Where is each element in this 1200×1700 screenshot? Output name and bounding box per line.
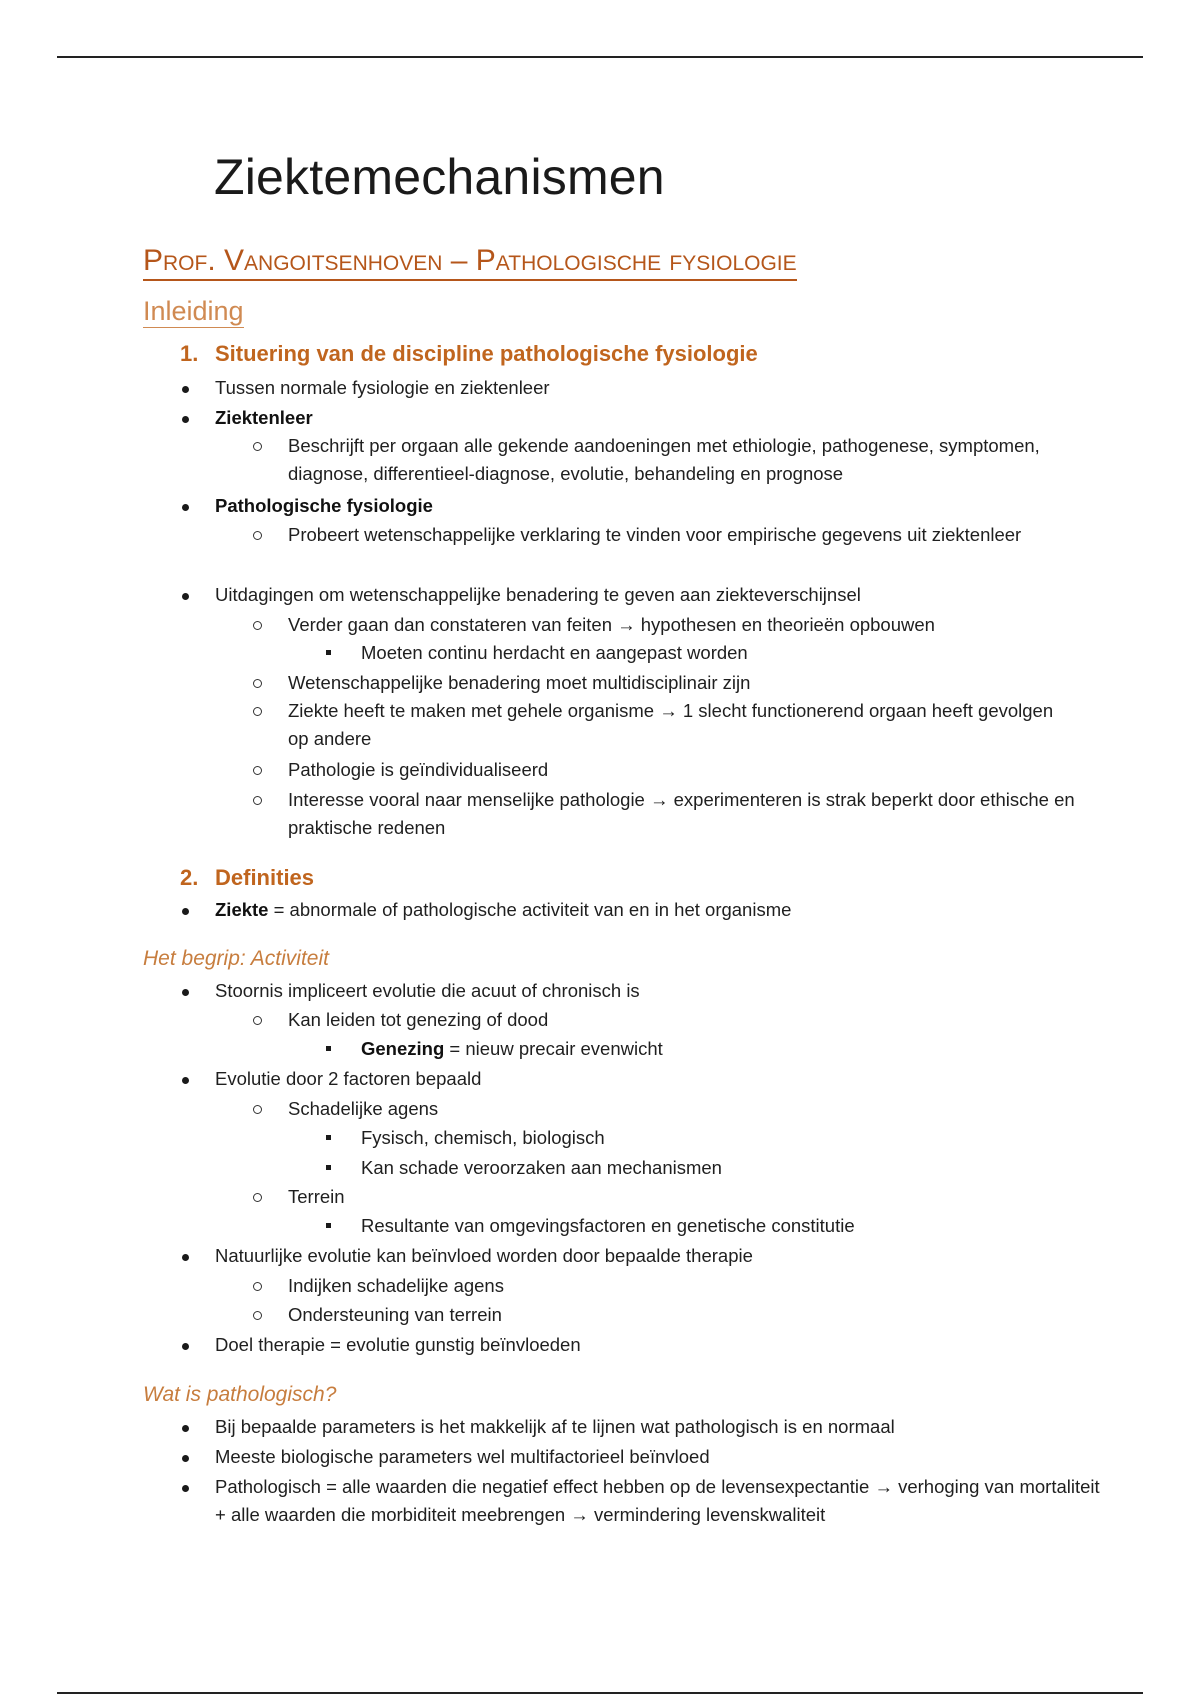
item-text: Meeste biologische parameters wel multifactorieel beïnvloed: [215, 1446, 710, 1467]
list-item: [288, 432, 1078, 488]
course-heading: [143, 244, 797, 281]
item-text: Interesse vooral naar menselijke pathologie → experimenteren is strak beperkt door ethische en praktische redenen: [288, 789, 1075, 838]
circle-bullet-icon: [253, 707, 262, 716]
list-item: [215, 1331, 1115, 1359]
list-item: [215, 404, 1115, 432]
list-item: [288, 756, 1078, 784]
bullet-icon: [182, 1425, 189, 1432]
item-text: Verder gaan dan constateren van feiten → hypothesen en theorieën opbouwen: [288, 614, 935, 635]
item-text: Beschrijft per orgaan alle gekende aandoeningen met ethiologie, pathogenese, symptomen, diagnose, differentieel-diagnose, evolutie, behandeling en prognose: [288, 435, 1040, 484]
bullet-icon: [182, 989, 189, 996]
circle-bullet-icon: [253, 1311, 262, 1320]
item-text: Stoornis impliceert evolutie die acuut of chronisch is: [215, 980, 640, 1001]
bullet-icon: [182, 1485, 189, 1492]
course-heading-cap-p2: – P: [442, 244, 496, 277]
course-heading-rof: rof.: [163, 244, 216, 277]
item-text: Fysisch, chemisch, biologisch: [361, 1127, 605, 1148]
heading-definities: [180, 864, 314, 892]
heading-situering: [180, 340, 758, 368]
item-text: Moeten continu herdacht en aangepast worden: [361, 642, 748, 663]
list-item: [288, 697, 1078, 753]
item-text: Tussen normale fysiologie en ziektenleer: [215, 377, 550, 398]
list-item: [288, 1006, 1078, 1034]
section-heading-inleiding: Inleiding: [143, 296, 244, 326]
item-text: Kan leiden tot genezing of dood: [288, 1009, 549, 1030]
bullet-icon: [182, 1455, 189, 1462]
item-text: Ziekte heeft te maken met gehele organisme → 1 slecht functionerend orgaan heeft gevolgen op andere: [288, 700, 1054, 749]
list-item: [361, 1035, 1081, 1063]
square-bullet-icon: [326, 650, 331, 655]
item-text: Bij bepaalde parameters is het makkelijk af te lijnen wat pathologisch is en normaal: [215, 1416, 895, 1437]
list-item: [288, 786, 1078, 842]
square-bullet-icon: [326, 1165, 331, 1170]
list-item: [215, 977, 1115, 1005]
list-item: [215, 1443, 1115, 1471]
list-item: [288, 1183, 1078, 1211]
course-heading-cap-v: V: [215, 244, 245, 277]
heading-text: Situering van de discipline pathologische fysiologie: [215, 341, 758, 366]
list-item: [288, 1301, 1078, 1329]
list-item: [215, 581, 1115, 609]
circle-bullet-icon: [253, 1105, 262, 1114]
list-item: [361, 1154, 1081, 1182]
list-item: [288, 1095, 1078, 1123]
circle-bullet-icon: [253, 621, 262, 630]
item-bold-text: Genezing: [361, 1038, 445, 1059]
circle-bullet-icon: [253, 1193, 262, 1202]
course-heading-subject: athologische fysiologie: [495, 244, 797, 277]
item-text: Evolutie door 2 factoren bepaald: [215, 1068, 482, 1089]
list-item: [215, 1065, 1115, 1093]
list-item: [288, 521, 1078, 549]
square-bullet-icon: [326, 1223, 331, 1228]
heading-number: 2.: [180, 865, 199, 890]
item-text: Pathologisch = alle waarden die negatief effect hebben op de levensexpectantie → verhoging van mortaliteit + alle waarden die morbiditeit meebrengen → vermindering levenskwaliteit: [215, 1476, 1100, 1525]
list-item: [288, 1272, 1078, 1300]
item-text: Wetenschappelijke benadering moet multidisciplinair zijn: [288, 672, 751, 693]
page-title: Ziektemechanismen: [214, 149, 665, 205]
circle-bullet-icon: [253, 531, 262, 540]
item-text: Kan schade veroorzaken aan mechanismen: [361, 1157, 722, 1178]
bullet-icon: [182, 593, 189, 600]
bullet-icon: [182, 908, 189, 915]
circle-bullet-icon: [253, 796, 262, 805]
item-text: Indijken schadelijke agens: [288, 1275, 504, 1296]
item-bold-text: Ziekte: [215, 899, 269, 920]
circle-bullet-icon: [253, 766, 262, 775]
bullet-icon: [182, 504, 189, 511]
list-item: [361, 1124, 1081, 1152]
heading-text: Definities: [215, 865, 315, 890]
item-text: Probeert wetenschappelijke verklaring te vinden voor empirische gegevens uit ziektenleer: [288, 524, 1022, 545]
bullet-icon: [182, 1254, 189, 1261]
bullet-icon: [182, 1077, 189, 1084]
circle-bullet-icon: [253, 1282, 262, 1291]
list-item: [288, 669, 1078, 697]
item-text: Pathologie is geïndividualiseerd: [288, 759, 549, 780]
course-heading-name: angoitsenhoven: [244, 244, 443, 277]
square-bullet-icon: [326, 1135, 331, 1140]
list-item: [215, 1413, 1115, 1441]
circle-bullet-icon: [253, 1016, 262, 1025]
item-text: Pathologische fysiologie: [215, 495, 433, 516]
list-item: [215, 492, 1115, 520]
list-item: [215, 896, 1115, 924]
item-text: = nieuw precair evenwicht: [444, 1038, 663, 1059]
bottom-rule: [57, 1692, 1143, 1694]
course-heading-cap-p: P: [143, 244, 164, 277]
bullet-icon: [182, 416, 189, 423]
top-rule: [57, 56, 1143, 58]
item-text: Ziektenleer: [215, 407, 313, 428]
list-item: [361, 639, 1081, 667]
item-text: Schadelijke agens: [288, 1098, 439, 1119]
square-bullet-icon: [326, 1046, 331, 1051]
bullet-icon: [182, 386, 189, 393]
subheading-activiteit: Het begrip: Activiteit: [143, 947, 329, 970]
list-item: [288, 611, 1078, 639]
list-item: [361, 1212, 1081, 1240]
item-text: Terrein: [288, 1186, 345, 1207]
circle-bullet-icon: [253, 442, 262, 451]
item-text: Doel therapie = evolutie gunstig beïnvloeden: [215, 1334, 581, 1355]
item-text: Ondersteuning van terrein: [288, 1304, 502, 1325]
item-text: Natuurlijke evolutie kan beïnvloed worden door bepaalde therapie: [215, 1245, 753, 1266]
list-item: [215, 1242, 1115, 1270]
circle-bullet-icon: [253, 679, 262, 688]
item-text: Uitdagingen om wetenschappelijke benadering te geven aan ziekteverschijnsel: [215, 584, 861, 605]
item-text: Resultante van omgevingsfactoren en genetische constitutie: [361, 1215, 855, 1236]
bullet-icon: [182, 1343, 189, 1350]
list-item: [215, 374, 1115, 402]
subheading-pathologisch: Wat is pathologisch?: [143, 1383, 337, 1406]
item-text: = abnormale of pathologische activiteit van en in het organisme: [268, 899, 792, 920]
heading-number: 1.: [180, 341, 199, 366]
list-item: [215, 1473, 1115, 1529]
